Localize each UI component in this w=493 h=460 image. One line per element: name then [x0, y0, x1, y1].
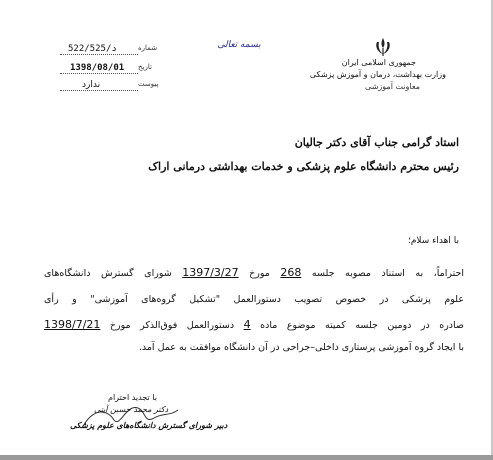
session-number: 268: [280, 266, 302, 279]
body-line-1: [44, 266, 464, 279]
letter-date-label: تاریخ: [138, 63, 152, 71]
body-text: مورخ: [249, 268, 270, 279]
body-line-2: علوم پزشکی در خصوص تصویب دستورالعمل "تشکیل گروه‌های آموزشی" و رأی: [44, 294, 464, 305]
body-text: دستورالعمل فوق‌الذکر مورخ: [109, 320, 235, 331]
body-text: احتراماً، به استناد مصوبه جلسه: [311, 268, 464, 279]
signature-scribble-icon: [74, 398, 184, 438]
letter-number-value: د/522/525: [68, 44, 117, 54]
page-edge-bottom: [0, 455, 493, 460]
body-text: صادره در دومین جلسه کمیته موضوع ماده: [260, 320, 464, 331]
signer-name: دکتر محمد حسین آیتی: [94, 405, 169, 414]
letter-attachment-label: پیوست: [138, 80, 159, 88]
letter-number-label: شماره: [138, 44, 158, 52]
closing-regards: با تجدید احترام: [108, 393, 157, 402]
letter-attachment-value: ندارد: [82, 80, 101, 90]
letter-attachment-underline: [60, 90, 138, 91]
body-line-4: با ایجاد گروه آموزشی پرستاری داخلی–جراحی در آن دانشگاه موافقت به عمل آمد.: [138, 342, 464, 353]
ministry-name: وزارت بهداشت، درمان و آموزش پزشکی: [309, 70, 446, 79]
salutation: استاد گرامی جناب آقای دکتر جالیان: [294, 136, 459, 149]
country-name: جمهوری اسلامی ایران: [341, 58, 416, 67]
signer-title: دبیر شورای گسترش دانشگاه‌های علوم پزشکی: [70, 420, 228, 430]
letter-attachment-row: [0, 80, 160, 92]
body-text: شورای گسترش دانشگاه‌های: [44, 268, 172, 279]
committee-date: 1398/7/21: [44, 318, 101, 331]
recipient-line: رئیس محترم دانشگاه علوم پزشکی و خدمات بهداشتی درمانی اراک: [148, 160, 459, 173]
session-date: 1397/3/27: [182, 266, 239, 279]
letter-date-value: 1398/08/01: [70, 63, 125, 73]
iran-emblem-icon: [372, 36, 394, 58]
letter-date-underline: [60, 73, 138, 74]
article-number: 4: [243, 318, 251, 331]
basmala: بسمه تعالی: [217, 40, 261, 50]
letter-date-row: [0, 63, 160, 75]
deputy-name: معاونت آموزشی: [365, 82, 420, 91]
letter-number-underline: [60, 54, 138, 55]
greeting: با اهداء سلام؛: [407, 236, 459, 246]
body-line-3: [44, 318, 464, 331]
letter-number-row: [0, 44, 160, 56]
